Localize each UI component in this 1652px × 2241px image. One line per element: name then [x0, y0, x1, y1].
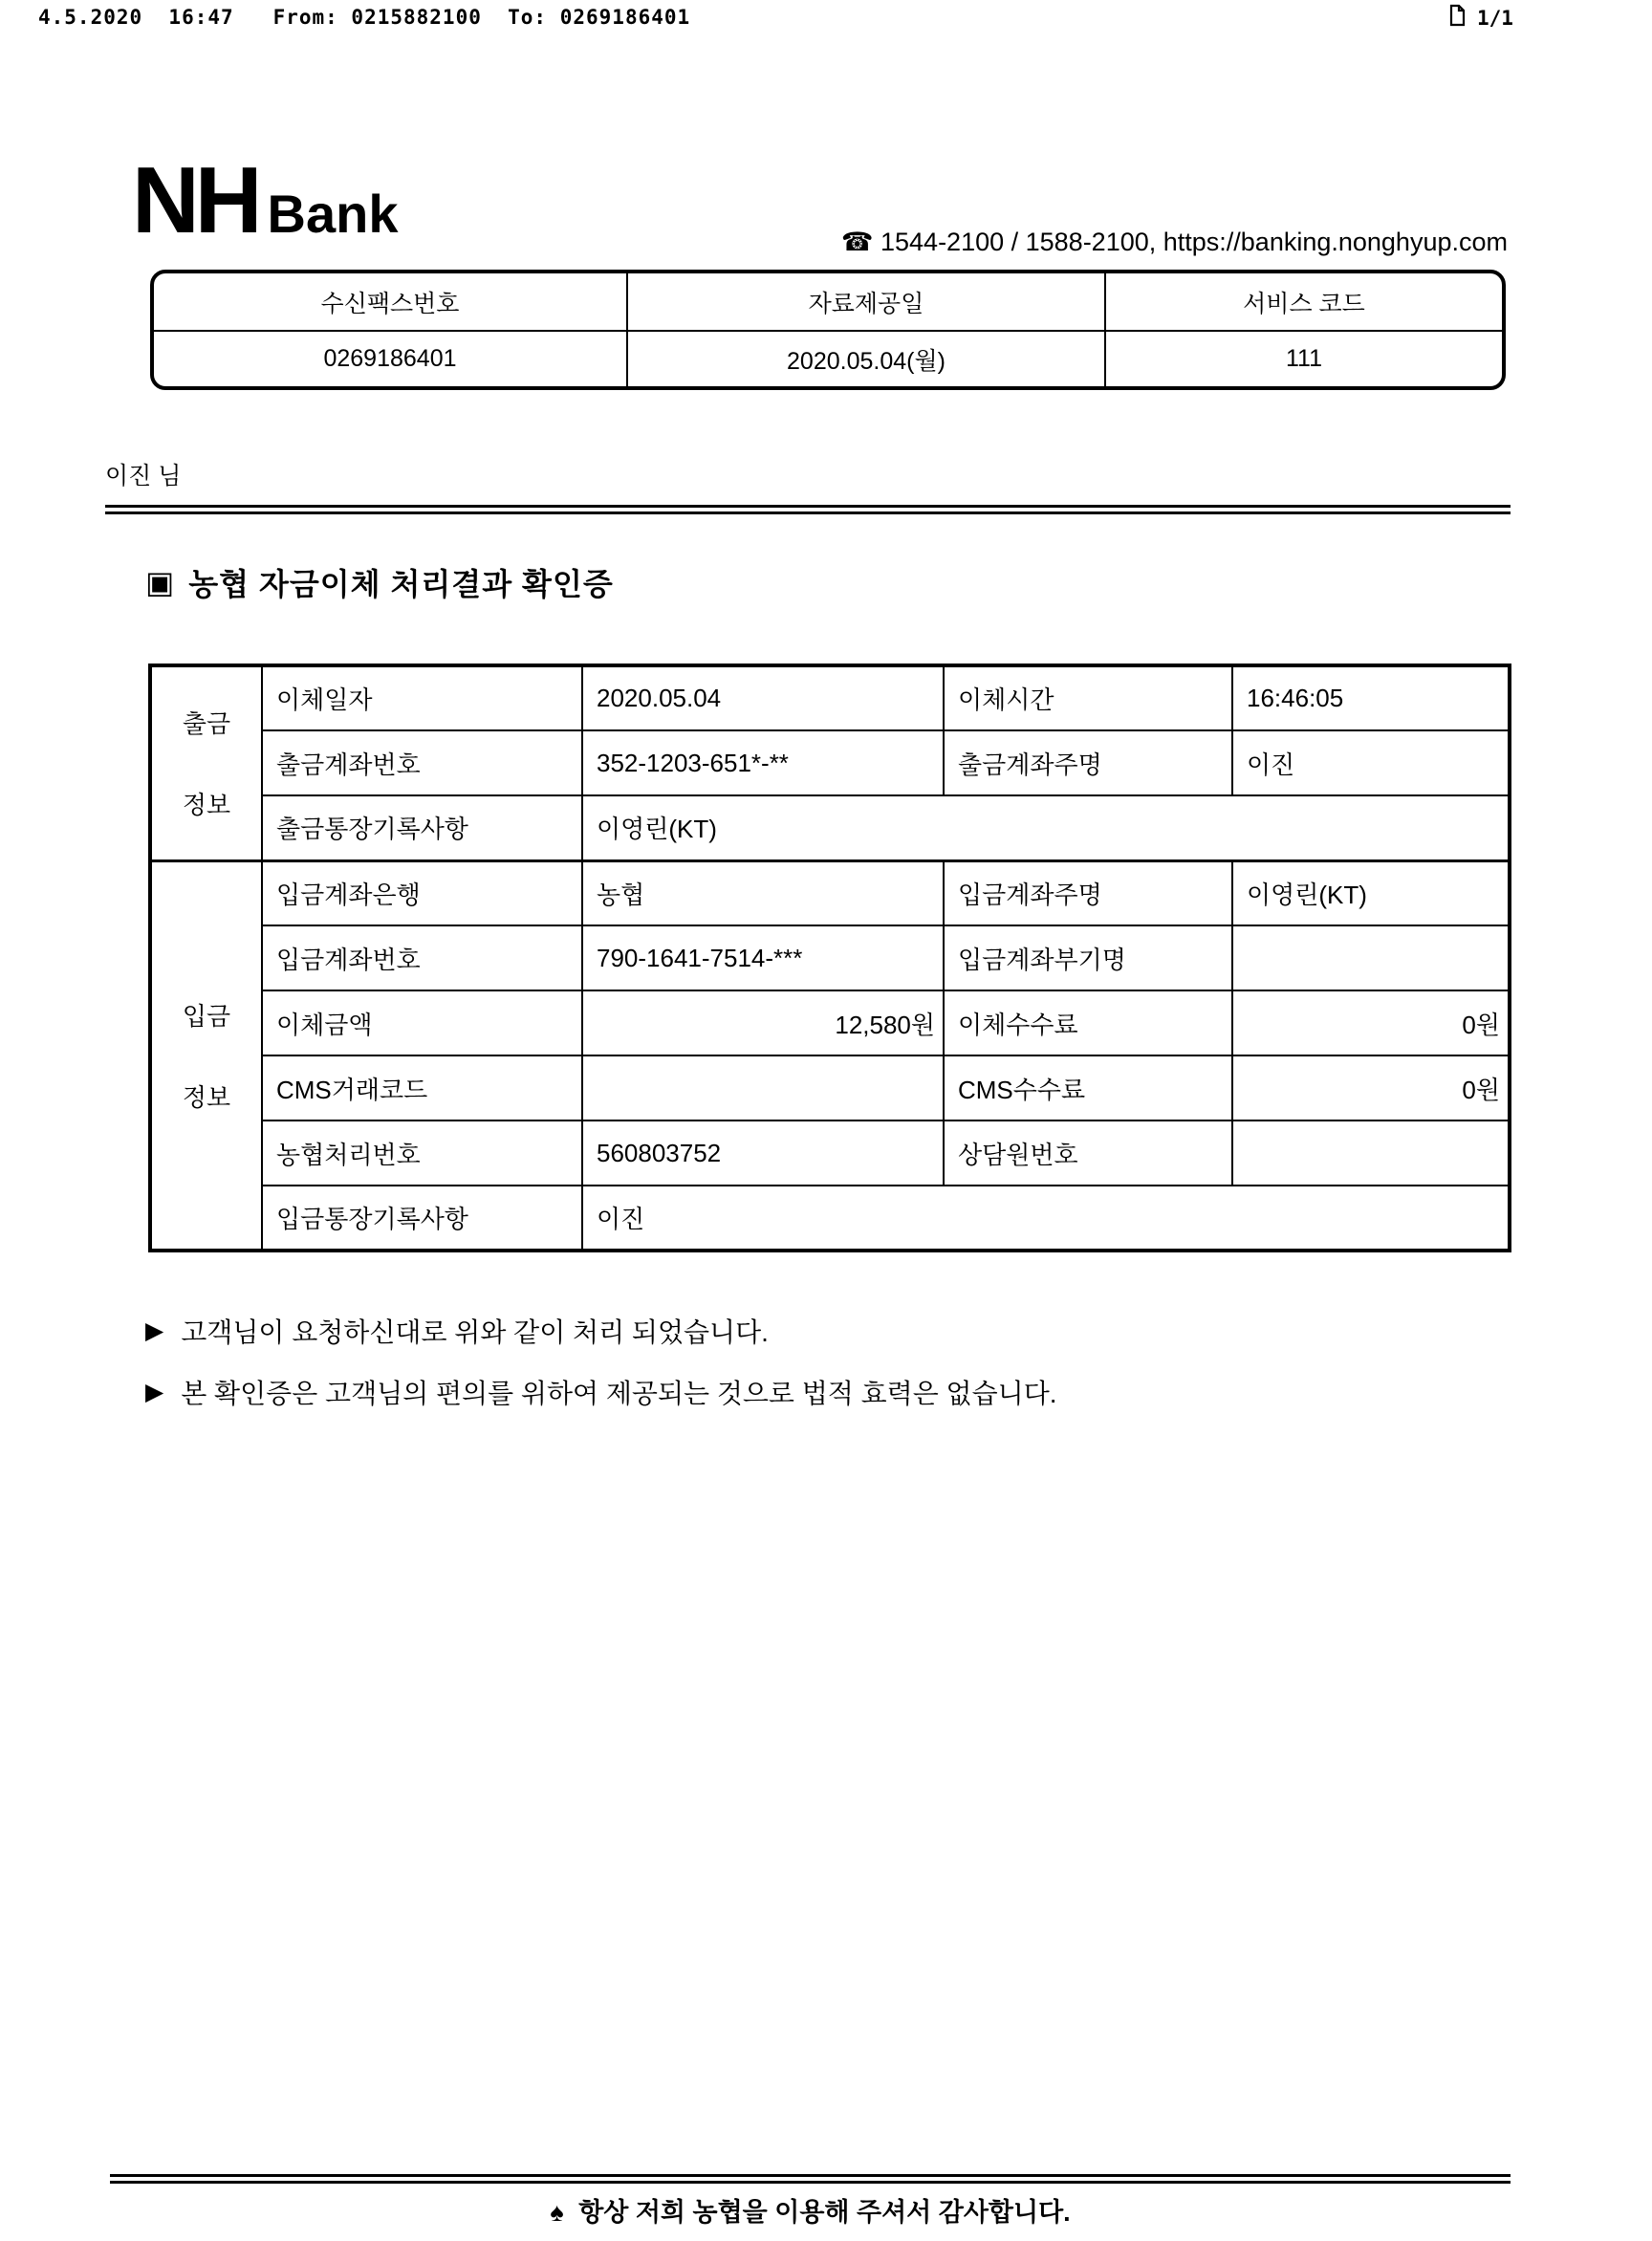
field-value [582, 1055, 944, 1120]
fax-table-value-date: 2020.05.04(월) [626, 330, 1104, 386]
field-label: 이체금액 [262, 990, 582, 1055]
field-label: 이체일자 [262, 665, 582, 730]
triangle-bullet-icon: ▶ [145, 1317, 164, 1344]
field-value: 이영린(KT) [582, 795, 1510, 860]
logo-nh-text: NH [132, 147, 258, 252]
fax-transmission-info: 4.5.2020 16:47 From: 0215882100 To: 0269186401 [38, 6, 691, 29]
table-row [150, 1120, 1510, 1186]
note-text: 고객님이 요청하신대로 위와 같이 처리 되었습니다. [181, 1317, 769, 1347]
group-label-line: 정보 [182, 791, 231, 820]
fax-table-header-recipient-fax: 수신팩스번호 [320, 290, 460, 317]
note-text: 본 확인증은 고객님의 편의를 위하여 제공되는 것으로 법적 효력은 없습니다. [181, 1379, 1057, 1408]
table-row [150, 665, 1510, 730]
withdrawal-info-group-cell [150, 665, 262, 860]
document-title [145, 560, 614, 604]
field-value: 352-1203-651*-** [582, 730, 944, 795]
field-label: 출금통장기록사항 [262, 795, 582, 860]
title-square-icon: ▣ [145, 565, 176, 599]
cms-fee-value: 0원 [1232, 1055, 1510, 1120]
field-value: 2020.05.04 [582, 665, 944, 730]
table-row [150, 730, 1510, 795]
phone-icon: ☎ [840, 228, 874, 256]
field-label: 상담원번호 [944, 1120, 1232, 1186]
triangle-bullet-icon: ▶ [145, 1379, 164, 1405]
footer-double-rule [110, 2174, 1511, 2184]
field-label: CMS수수료 [944, 1055, 1232, 1120]
notes-section [145, 1312, 1057, 1434]
spade-icon: ♠ [550, 2198, 564, 2227]
field-label: 입금통장기록사항 [262, 1186, 582, 1251]
fax-table-header-date: 자료제공일 [626, 273, 1104, 330]
transfer-result-table [148, 664, 1511, 1252]
group-label-line: 출금 [182, 709, 231, 739]
note-item [145, 1373, 1057, 1411]
table-row [150, 1186, 1510, 1251]
field-value: 790-1641-7514-*** [582, 925, 944, 990]
group-label-line: 정보 [182, 1082, 231, 1112]
note-item [145, 1312, 1057, 1350]
double-rule-divider [105, 505, 1511, 514]
field-label: 출금계좌번호 [262, 730, 582, 795]
field-value: 560803752 [582, 1120, 944, 1186]
fax-table-value-service-code: 111 [1104, 330, 1502, 386]
fax-table-value-recipient-fax: 0269186401 [154, 330, 626, 386]
field-value: 16:46:05 [1232, 665, 1510, 730]
field-label: 출금계좌주명 [944, 730, 1232, 795]
table-row [150, 795, 1510, 860]
field-value [1232, 925, 1510, 990]
document-page-icon [1449, 4, 1466, 32]
fax-table-header-service-code: 서비스 코드 [1104, 273, 1502, 330]
field-label: 농협처리번호 [262, 1120, 582, 1186]
field-value [1232, 1120, 1510, 1186]
table-row [150, 990, 1510, 1055]
footer-thanks-message [110, 2191, 1511, 2229]
bank-contact-line [574, 228, 1508, 257]
table-row [150, 1055, 1510, 1120]
group-label-line: 입금 [182, 1001, 231, 1031]
field-label: CMS거래코드 [262, 1055, 582, 1120]
deposit-info-group-cell [150, 860, 262, 1251]
field-label: 이체수수료 [944, 990, 1232, 1055]
footer-text-content: 항상 저희 농협을 이용해 주셔서 감사합니다. [578, 2198, 1071, 2227]
field-value: 이진 [582, 1186, 1510, 1251]
recipient-greeting: 이진 님 [105, 463, 182, 490]
logo-bank-text: Bank [267, 184, 399, 244]
transfer-amount-value: 12,580원 [582, 990, 944, 1055]
contact-text: 1544-2100 / 1588-2100, https://banking.nonghyup.com [880, 228, 1508, 256]
transfer-fee-value: 0원 [1232, 990, 1510, 1055]
fax-info-table [150, 270, 1506, 390]
field-label: 입금계좌주명 [944, 860, 1232, 925]
title-text: 농협 자금이체 처리결과 확인증 [188, 567, 614, 601]
field-value: 농협 [582, 860, 944, 925]
field-value: 이진 [1232, 730, 1510, 795]
page-indicator [1449, 4, 1513, 32]
field-label: 입금계좌은행 [262, 860, 582, 925]
field-label: 입금계좌번호 [262, 925, 582, 990]
page-count: 1/1 [1477, 6, 1513, 30]
table-row [150, 925, 1510, 990]
nh-bank-logo [132, 147, 399, 252]
table-row [150, 860, 1510, 925]
field-label: 이체시간 [944, 665, 1232, 730]
field-value: 이영린(KT) [1232, 860, 1510, 925]
field-label: 입금계좌부기명 [944, 925, 1232, 990]
